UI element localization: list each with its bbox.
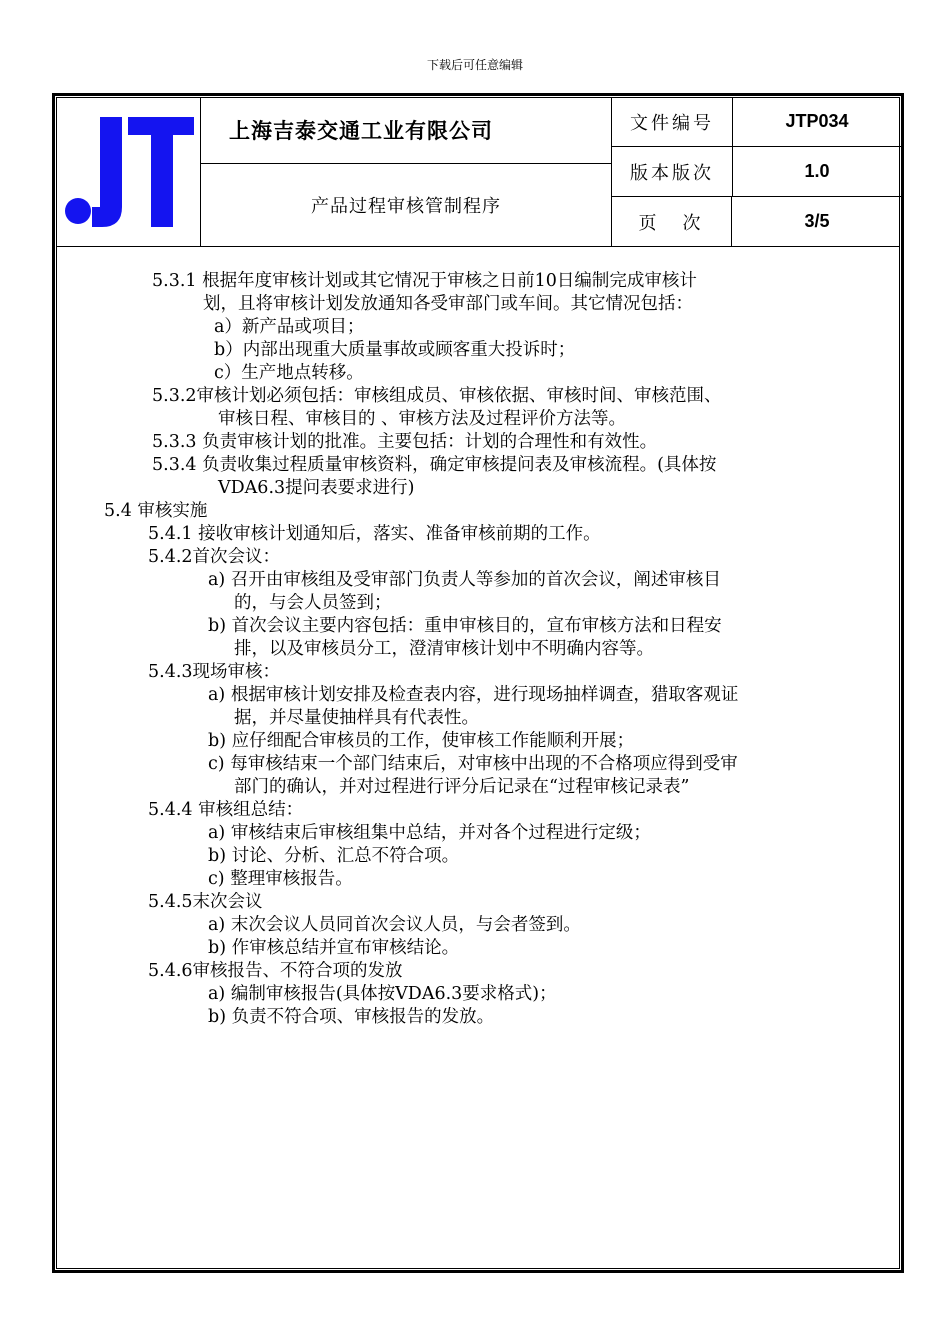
text-line: b) 应仔细配合审核员的工作，使审核工作能顺利开展；	[208, 731, 635, 751]
meta-label: 版本版次	[612, 147, 733, 196]
text-line: 5.4.1 接收审核计划通知后，落实、准备审核前期的工作。	[148, 524, 601, 544]
text-line: a）新产品或项目；	[214, 317, 365, 337]
text-line: a) 编制审核报告(具体按VDA6.3要求格式)；	[208, 984, 557, 1004]
text-line: 排，以及审核员分工，澄清审核计划中不明确内容等。	[234, 639, 654, 659]
text-line: c）生产地点转移。	[214, 363, 364, 383]
company-name: 上海吉泰交通工业有限公司	[229, 119, 493, 143]
meta-value: 3/5	[804, 211, 830, 231]
text-line: a) 审核结束后审核组集中总结，并对各个过程进行定级；	[208, 823, 651, 843]
meta-value: JTP034	[785, 111, 849, 131]
text-line: 据，并尽量使抽样具有代表性。	[234, 708, 479, 728]
text-line: 5.3.2审核计划必须包括：审核组成员、审核依据、审核时间、审核范围、	[152, 386, 722, 406]
text-line: c) 每审核结束一个部门结束后，对审核中出现的不合格项应得到受审	[208, 754, 738, 774]
document-title: 产品过程审核管制程序	[311, 196, 501, 217]
text-line: VDA6.3提问表要求进行)	[218, 478, 415, 498]
text-line: a) 根据审核计划安排及检查表内容，进行现场抽样调查，猎取客观证	[208, 685, 739, 705]
text-line: b) 负责不符合项、审核报告的发放。	[208, 1007, 495, 1027]
text-line: 的，与会人员签到；	[234, 593, 392, 613]
text-line: c) 整理审核报告。	[208, 869, 353, 889]
text-line: 5.4.6审核报告、不符合项的发放	[148, 961, 403, 981]
text-line: b）内部出现重大质量事故或顾客重大投诉时；	[214, 340, 576, 360]
text-line: 划，且将审核计划发放通知各受审部门或车间。其它情况包括：	[203, 294, 693, 314]
text-line: 部门的确认，并对过程进行评分后记录在“过程审核记录表”	[234, 777, 690, 797]
text-line: a) 末次会议人员同首次会议人员，与会者签到。	[208, 915, 581, 935]
section-heading: 5.4 审核实施	[104, 501, 208, 521]
text-line: 5.3.1 根据年度审核计划或其它情况于审核之日前10日编制完成审核计	[152, 271, 697, 291]
text-line: 5.4.4 审核组总结：	[148, 800, 304, 820]
text-line: 5.3.3 负责审核计划的批准。主要包括：计划的合理性和有效性。	[152, 432, 658, 452]
meta-label: 文件编号	[612, 97, 733, 146]
text-line: b) 作审核总结并宣布审核结论。	[208, 938, 460, 958]
meta-label: 页次	[612, 197, 732, 246]
text-line: 审核日程、审核目的 、审核方法及过程评价方法等。	[218, 409, 627, 429]
top-note: 下载后可任意编辑	[426, 58, 523, 72]
text-line: 5.4.2首次会议：	[148, 547, 281, 567]
text-line: b) 首次会议主要内容包括：重申审核目的，宣布审核方法和日程安	[208, 616, 722, 636]
meta-value: 1.0	[804, 161, 830, 181]
text-line: 5.4.3现场审核：	[148, 662, 281, 682]
text-line: 5.3.4 负责收集过程质量审核资料，确定审核提问表及审核流程。(具体按	[152, 455, 717, 475]
text-line: 5.4.5末次会议	[148, 892, 263, 912]
text-line: a) 召开由审核组及受审部门负责人等参加的首次会议，阐述审核目	[208, 570, 721, 590]
text-line: b) 讨论、分析、汇总不符合项。	[208, 846, 460, 866]
